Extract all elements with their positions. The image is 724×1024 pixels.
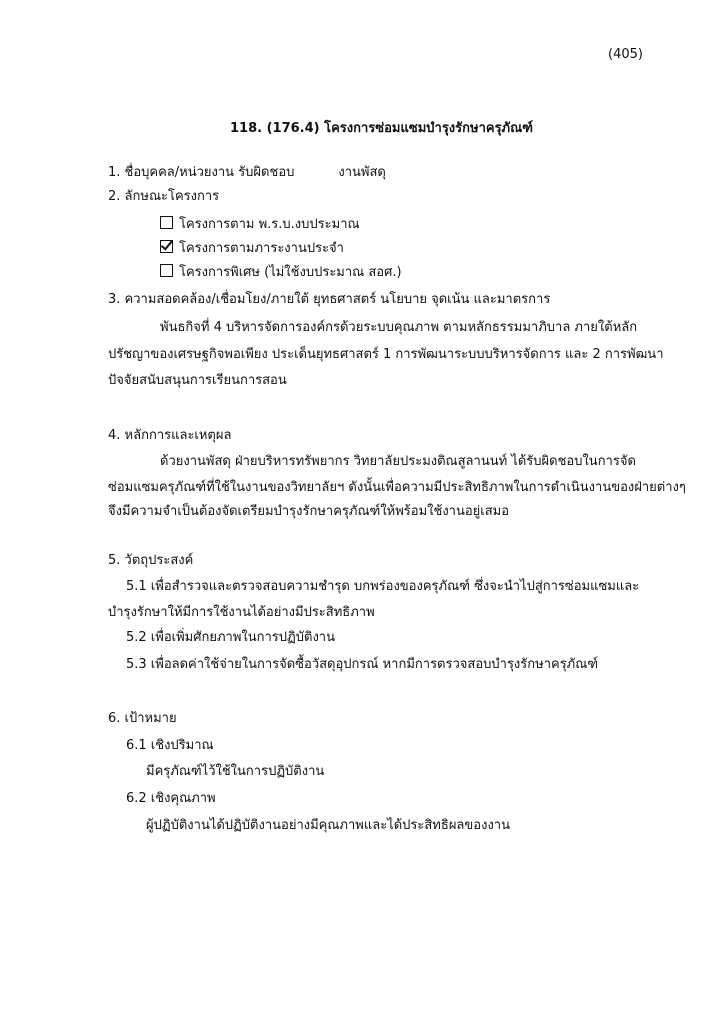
objective-5-3: 5.3 เพื่อลดค่าใช้จ่ายในการจัดซื้อวัสดุอุปกรณ์ หากมีการตรวจสอบบำรุงรักษาครุภัณฑ์	[126, 657, 599, 672]
checkbox-unchecked-icon	[160, 216, 173, 229]
target-quality-label: 6.2 เชิงคุณภาพ	[126, 791, 216, 806]
document-title: 118. (176.4) โครงการซ่อมแซมบำรุงรักษาครุภัณฑ์	[230, 121, 533, 136]
page-number: (405)	[608, 47, 643, 62]
objective-5-1: 5.1 เพื่อสำรวจและตรวจสอบความชำรุด บกพร่องของครุภัณฑ์ ซึ่งจะนำไปสู่การซ่อมแซมและ	[126, 579, 640, 594]
section-3-label: 3. ความสอดคล้อง/เชื่อมโยง/ภายใต้ ยุทธศาสตร์ นโยบาย จุดเน้น และมาตรการ	[108, 292, 551, 307]
paragraph-line: ปรัชญาของเศรษฐกิจพอเพียง ประเด็นยุทธศาสตร์ 1 การพัฒนาระบบบริหารจัดการ และ 2 การพัฒนา	[108, 347, 664, 362]
section-4-label: 4. หลักการและเหตุผล	[108, 428, 232, 443]
responsible-unit-value: งานพัสดุ	[338, 165, 386, 180]
section-1	[108, 164, 386, 182]
target-quality-text: ผู้ปฏิบัติงานได้ปฏิบัติงานอย่างมีคุณภาพและได้ประสิทธิผลของงาน	[146, 818, 510, 833]
project-type-option-3	[160, 264, 402, 282]
target-quantity-label: 6.1 เชิงปริมาณ	[126, 738, 214, 753]
project-type-option-2	[160, 240, 344, 258]
option-label: โครงการตามภาระงานประจำ	[179, 241, 344, 256]
section-2-label: 2. ลักษณะโครงการ	[108, 189, 220, 204]
paragraph-line: จึงมีความจำเป็นต้องจัดเตรียมบำรุงรักษาครุภัณฑ์ให้พร้อมใช้งานอยู่เสมอ	[108, 504, 510, 519]
target-quantity-text: มีครุภัณฑ์ไว้ใช้ในการปฏิบัติงาน	[146, 764, 325, 779]
objective-5-1-cont: บำรุงรักษาให้มีการใช้งานได้อย่างมีประสิทธิภาพ	[108, 605, 375, 620]
objective-5-2: 5.2 เพื่อเพิ่มศักยภาพในการปฏิบัติงาน	[126, 630, 335, 645]
option-label: โครงการพิเศษ (ไม่ใช้งบประมาณ สอศ.)	[179, 265, 402, 280]
checkbox-checked-icon	[160, 240, 173, 253]
paragraph-line: ปัจจัยสนับสนุนการเรียนการสอน	[108, 373, 287, 388]
section-5-label: 5. วัตถุประสงค์	[108, 553, 194, 568]
option-label: โครงการตาม พ.ร.บ.งบประมาณ	[179, 217, 360, 232]
section-1-label: 1. ชื่อบุคคล/หน่วยงาน รับผิดชอบ	[108, 165, 295, 180]
paragraph-line: พันธกิจที่ 4 บริหารจัดการองค์กรด้วยระบบคุณภาพ ตามหลักธรรมมาภิบาล ภายใต้หลัก	[160, 320, 638, 335]
section-6-label: 6. เป้าหมาย	[108, 711, 177, 726]
paragraph-line: ด้วยงานพัสดุ ฝ่ายบริหารทรัพยากร วิทยาลัยประมงติณสูลานนท์ ได้รับผิดชอบในการจัด	[160, 454, 636, 469]
paragraph-line: ซ่อมแซมครุภัณฑ์ที่ใช้ในงานของวิทยาลัยฯ ดังนั้นเพื่อความมีประสิทธิภาพในการดำเนินงานของฝ่ายต่างๆ	[108, 480, 686, 495]
project-type-option-1	[160, 216, 360, 234]
checkbox-unchecked-icon	[160, 264, 173, 277]
